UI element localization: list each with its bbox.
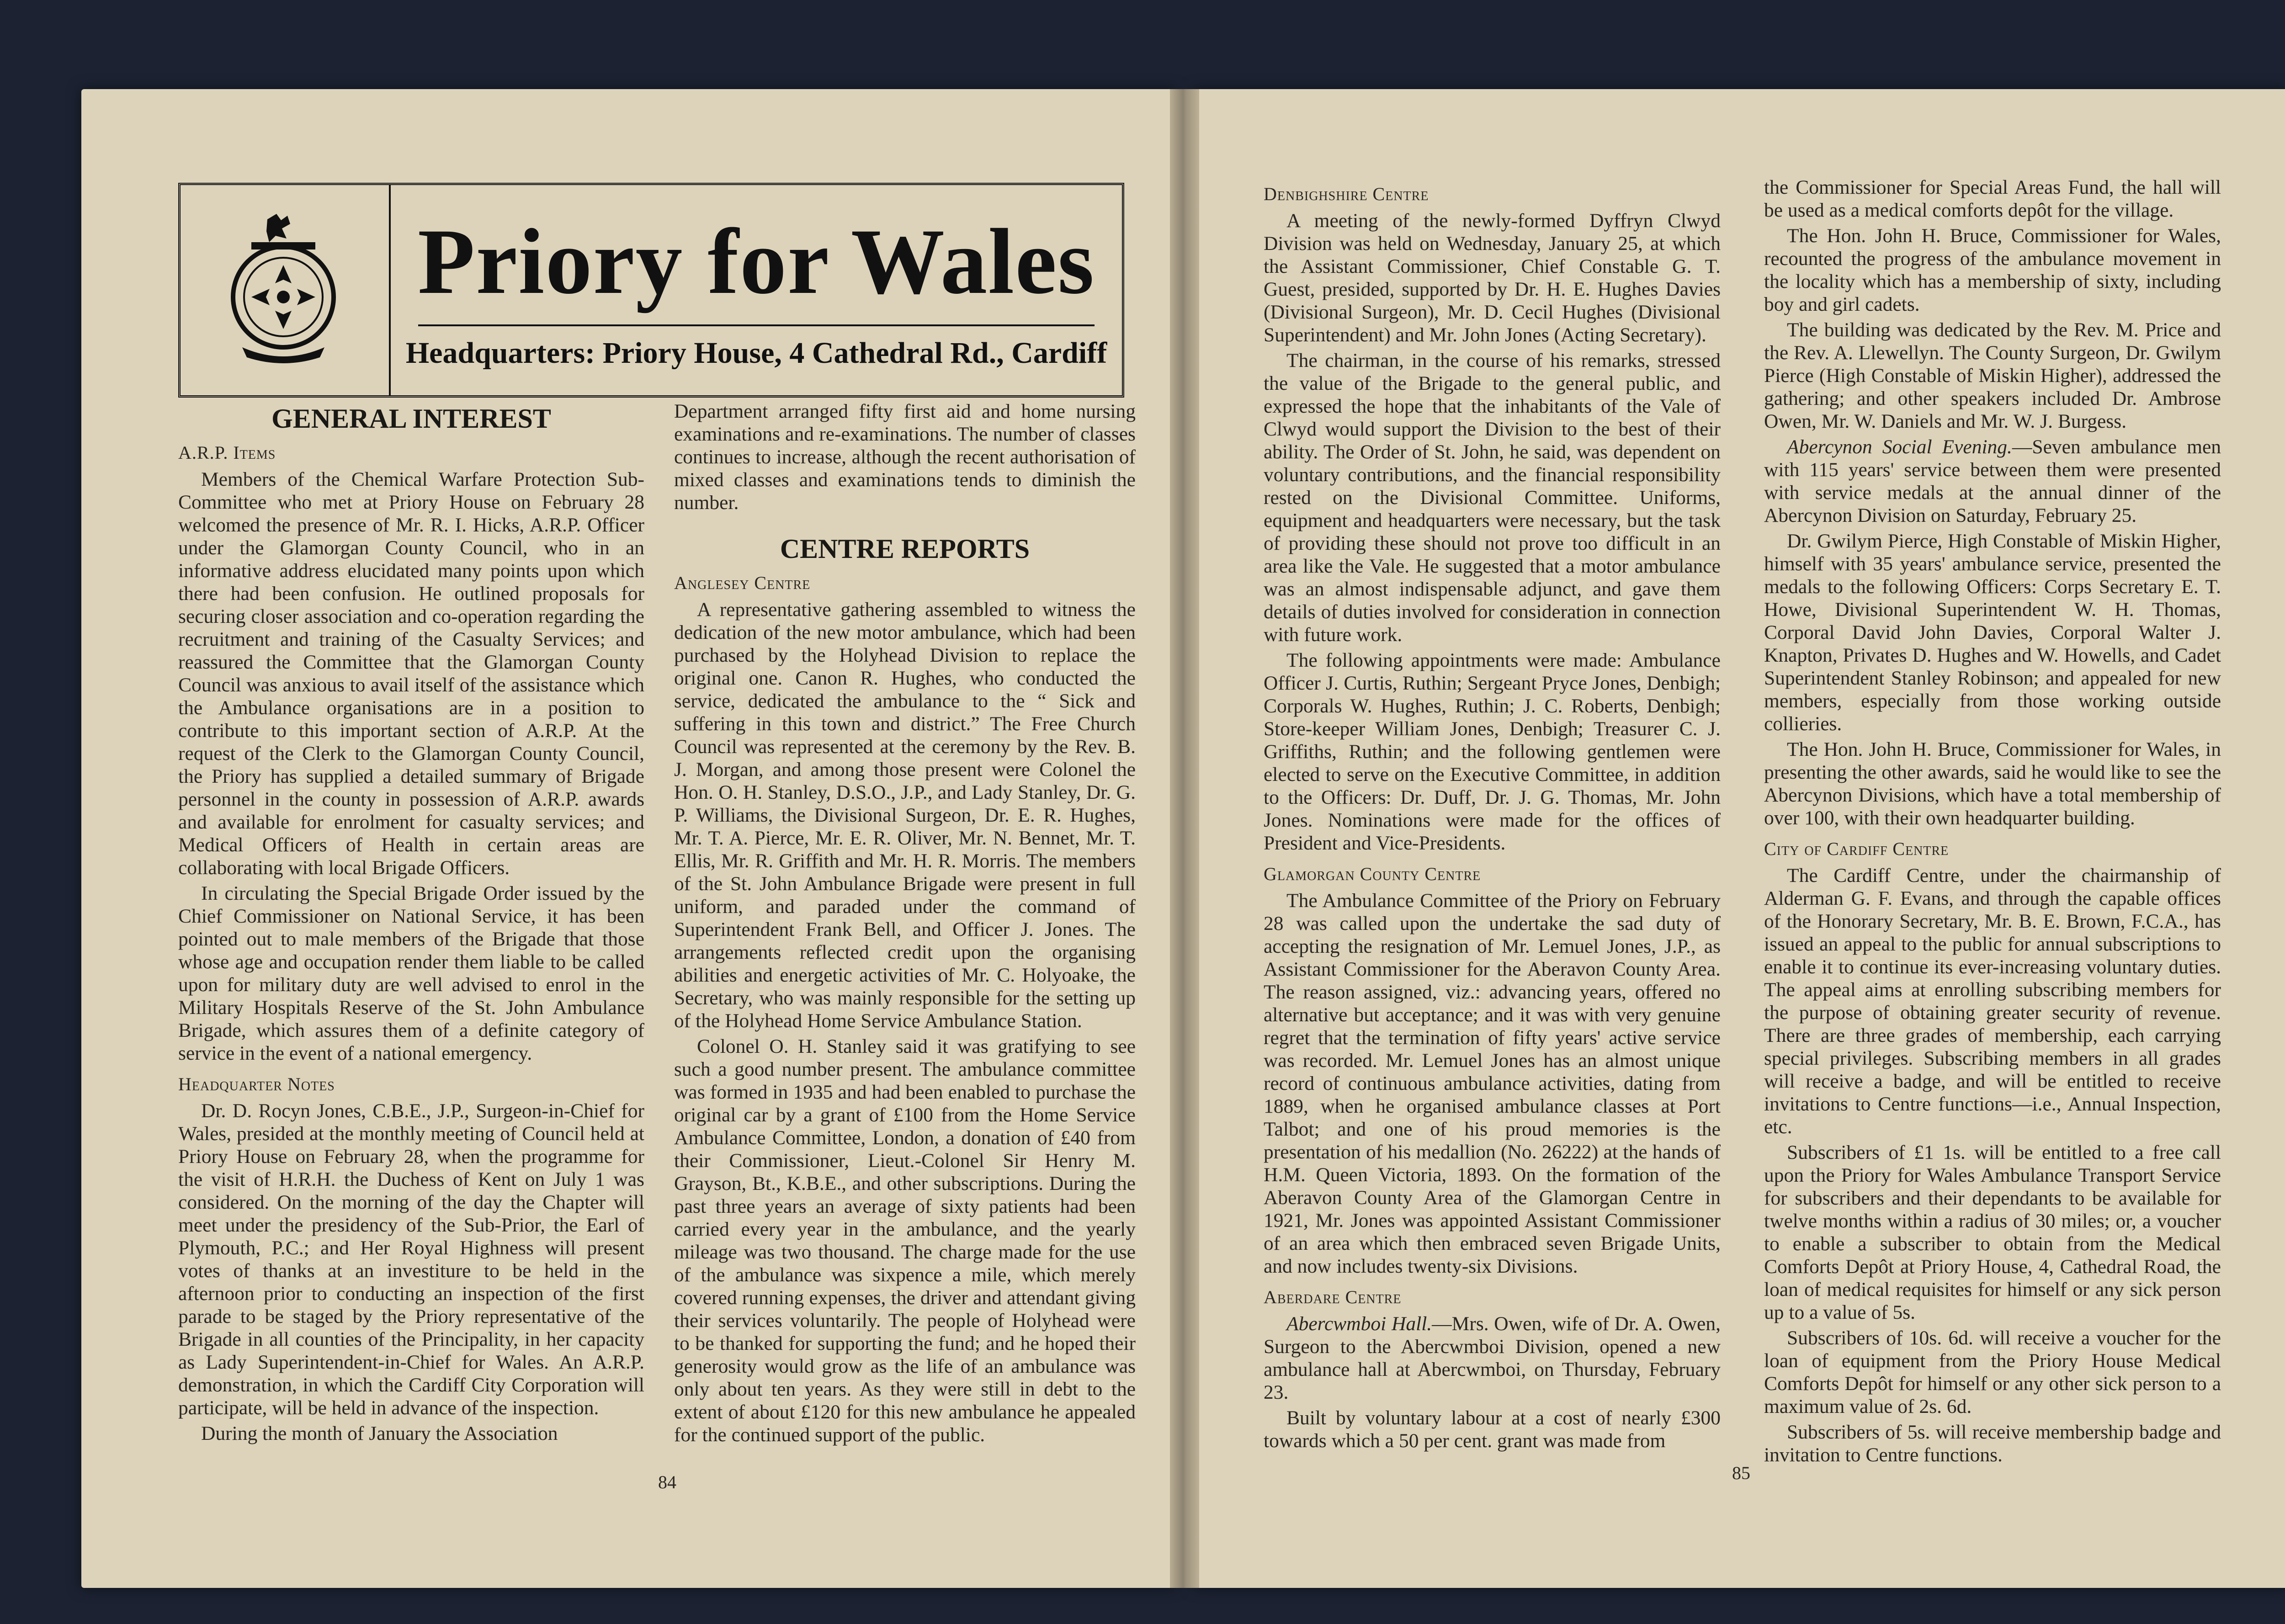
subsection-heading: City of Cardiff Centre [1764, 839, 1949, 859]
right-column-2 [1764, 176, 2221, 1469]
section-heading: GENERAL INTEREST [271, 403, 551, 434]
subsection-heading: Headquarter Notes [178, 1074, 335, 1094]
paragraph: A meeting of the newly-formed Dyffryn Clwyd Division was held on Wednesday, January 25, at which the Assistant Commissioner, Chief Constable G. T. Guest, presided, supported by Dr. H. E. Hughes Davies (Divisional Surgeon), Mr. D. Cecil Hughes (Divisional Superintendent) and Mr. John Jones (Acting Secretary). [1264, 210, 1721, 346]
paragraph [1764, 435, 2221, 527]
book-gutter [1170, 89, 1199, 1588]
paragraph: The following appointments were made: Ambulance Officer J. Curtis, Ruthin; Sergeant Pryce Jones, Denbigh; Corporals W. Hughes, Ruthin; J. C. Roberts, Denbigh; Store-keeper William Jones, Denbigh; Treasurer C. J. Griffiths, Ruthin; and the following gentlemen were elected to serve on the Executive Committee, in addition to the Officers: Dr. Duff, Dr. J. G. Thomas, Mr. John Jones. Nominations were made for the offices of President and Vice-Presidents. [1264, 649, 1721, 854]
paragraph: Department arranged fifty first aid and home nursing examinations and re-examinations. The number of classes continues to increase, although the recent authorisation of mixed classes and examinations tends to diminish the number. [674, 400, 1136, 514]
masthead-subtitle: Headquarters: Priory House, 4 Cathedral Rd., Cardiff [405, 336, 1107, 370]
paragraph: Subscribers of 5s. will receive membership badge and invitation to Centre functions. [1764, 1421, 2221, 1466]
paragraph: Dr. D. Rocyn Jones, C.B.E., J.P., Surgeon-in-Chief for Wales, presided at the monthly meeting of Council held at Priory House on February 28, when the programme for the visit of H.R.H. the Duchess of Kent on July 1 was considered. On the morning of the day the Chapter will meet under the presidency of the Sub-Prior, the Earl of Plymouth, P.C.; and Her Royal Highness will present votes of thanks at an investiture to be held in the afternoon prior to conducting an inspection of the first parade to be staged by the Priory representative of the Brigade in all counties of the Principality, in her capacity as Lady Superintendent-in-Chief for Wales. An A.R.P. demonstration, in which the Cardiff City Corporation will participate, will be held in advance of the inspection. [178, 1100, 644, 1419]
section-heading: CENTRE REPORTS [780, 534, 1030, 564]
paragraph: The Ambulance Committee of the Priory on February 28 was called upon the undertake the sad duty of accepting the resignation of Mr. Lemuel Jones, J.P., as Assistant Commissioner for the Aberavon County Area. The reason assigned, viz.: advancing years, offered no alternative but acceptance; and it was with very genuine regret that the termination of fifty years' active service was recorded. Mr. Lemuel Jones has an almost unique record of continuous ambulance activities, dating from 1889, when he organised ambulance classes at Port Talbot; and one of his proud memories is the presentation of his medallion (No. 26222) at the hands of H.M. Queen Victoria, 1893. On the formation of the Aberavon County Area of the Glamorgan Centre in 1921, Mr. Jones was appointed Assistant Commissioner of an area which then embraced seven Brigade Units, and now includes twenty-six Divisions. [1264, 890, 1721, 1277]
title-rule [418, 324, 1095, 326]
right-column-1 [1264, 183, 1721, 1455]
paragraph: During the month of January the Association [201, 1422, 558, 1444]
masthead [178, 183, 1124, 398]
page-number: 85 [1732, 1463, 1750, 1483]
italic-run: Abercynon Social Evening. [1787, 436, 2012, 458]
paragraph: Subscribers of £1 1s. will be entitled to a free call upon the Priory for Wales Ambulance Transport Service for subscribers and their dependants to be available for twelve months within a radius of 30 miles; or, a voucher to enable a subscriber to obtain from the Medical Comforts Depôt at Priory House, 4, Cathedral Road, the loan of medical requisites for himself or any sick person up to a value of 5s. [1764, 1141, 2221, 1323]
emblem-cell [181, 185, 391, 395]
st-john-badge-icon [224, 210, 343, 366]
paragraph [1264, 1312, 1721, 1404]
left-column-1 [178, 402, 644, 1448]
page-number: 84 [658, 1472, 676, 1492]
paragraph: Members of the Chemical Warfare Protection Sub-Committee who met at Priory House on February 28 welcomed the presence of Mr. R. I. Hicks, A.R.P. Officer under the Glamorgan County Council, who in an informative address elucidated many points upon which there had been confusion. He outlined proposals for securing closer association and co-operation regarding the recruitment and training of the Casualty Services; and reassured the Committee that the Glamorgan County Council was anxious to avail itself of the assistance which the Ambulance organisations are in a position to contribute to this important section of A.R.P. At the request of the Clerk to the Glamorgan County Council, the Priory has supplied a detailed summary of Brigade personnel in the county in possession of A.R.P. awards and available for enrolment for casualty services; and Medical Officers of Health in certain areas are collaborating with local Brigade Officers. [178, 468, 644, 879]
paragraph: Built by voluntary labour at a cost of nearly £300 towards which a 50 per cent. grant was made from [1264, 1407, 1721, 1452]
paragraph: the Commissioner for Special Areas Fund, the hall will be used as a medical comforts depôt for the village. [1764, 176, 2221, 221]
text-run: —Mrs. Owen, wife of Dr. A. Owen, Surgeon to the Abercwmboi Division, opened a new ambulance hall at Abercwmboi, on Thursday, February 23. [1264, 1313, 1721, 1403]
paragraph: The Hon. John H. Bruce, Commissioner for Wales, recounted the progress of the ambulance movement in the locality which has a membership of sixty, including boy and girl cadets. [1764, 225, 2221, 315]
masthead-title: Priory for Wales [418, 210, 1095, 313]
paragraph: In circulating the Special Brigade Order issued by the Chief Commissioner on National Service, it has been pointed out to male members of the Brigade that those whose age and occupation render them liable to be called upon for military duty are well advised to enrol in the Military Hospitals Reserve of the St. John Ambulance Brigade, which assures them of a definite category of service in the event of a national emergency. [178, 882, 644, 1064]
subsection-heading: Anglesey Centre [674, 573, 811, 593]
paragraph: Dr. Gwilym Pierce, High Constable of Miskin Higher, himself with 35 years' ambulance service, presented the medals to the following Officers: Corps Secretary E. T. Howe, Divisional Superintendent W. H. Thomas, Corporal David John Davies, Corporal Walter J. Knapton, Privates D. Hughes and W. Howells, and Cadet Superintendent Stanley Robinson; and appealed for new members, especially from those working outside collieries. [1764, 530, 2221, 735]
subsection-heading: A.R.P. Items [178, 442, 276, 463]
text-run: —Seven ambulance men with 115 years' service between them were presented with service medals at the annual dinner of the Abercynon Division on Saturday, February 25. [1764, 436, 2221, 526]
paragraph: The Cardiff Centre, under the chairmanship of Alderman G. F. Evans, and through the capable offices of the Honorary Secretary, Mr. B. E. Brown, F.C.A., has issued an appeal to the public for annual subscriptions to enable it to continue its ever-increasing voluntary duties. The appeal aims at enrolling subscribing members for the purpose of obtaining greater security of revenue. There are three grades of membership, each carrying special privileges. Subscribing members in all grades will receive a badge, and will be entitled to receive invitations to Centre functions—i.e., Annual Inspection, etc. [1764, 865, 2221, 1138]
paragraph: The building was dedicated by the Rev. M. Price and the Rev. A. Llewellyn. The County Surgeon, Dr. Gwilym Pierce (High Constable of Miskin Higher), addressed the gathering; and other speakers included Dr. Ambrose Owen, Mr. W. Daniels and Mr. W. J. Burgess. [1764, 319, 2221, 432]
subsection-heading: Glamorgan County Centre [1264, 864, 1481, 884]
left-column-2 [674, 400, 1136, 1449]
paragraph: A representative gathering assembled to witness the dedication of the new motor ambulance, which had been purchased by the Holyhead Division to replace the original one. Canon R. Hughes, who conducted the service, dedicated the ambulance to the “ Sick and suffering in this town and district.” The Free Church Council was represented at the ceremony by the Rev. B. J. Morgan, and among those present were Colonel the Hon. O. H. Stanley, D.S.O., J.P., and Lady Stanley, Dr. G. P. Williams, the Divisional Surgeon, Dr. E. R. Hughes, Mr. T. A. Pierce, Mr. E. R. Oliver, Mr. N. Bennet, Mr. T. Ellis, Mr. R. Griffith and Mr. H. R. Morris. The members of the St. John Ambulance Brigade were present in full uniform, and paraded under the command of Superintendent Frank Bell, and Officer J. Jones. The arrangements reflected credit upon the organising abilities and energetic activities of Mr. C. Holyoake, the Secretary, who was mainly responsible for the setting up of the Holyhead Home Service Ambulance Station. [674, 599, 1136, 1032]
subsection-heading: Denbighshire Centre [1264, 184, 1429, 204]
subsection-heading: Aberdare Centre [1264, 1287, 1402, 1307]
paragraph: The chairman, in the course of his remarks, stressed the value of the Brigade to the general public, and expressed the hope that the inhabitants of the Vale of Clwyd would support the Division to the best of their ability. The Order of St. John, he said, was dependent on voluntary contributions, and the financial responsibility rested on the Divisional Committee. Uniforms, equipment and headquarters were necessary, but the task of providing these should not prove too difficult in an area like the Vale. He suggested that a motor ambulance was an almost indispensable adjunct, and gave them details of duties involved for consideration in connection with future work. [1264, 350, 1721, 646]
paragraph: Subscribers of 10s. 6d. will receive a voucher for the loan of equipment from the Priory House Medical Comforts Depôt for himself or any other sick person to a maximum value of 2s. 6d. [1764, 1327, 2221, 1417]
paragraph: The Hon. John H. Bruce, Commissioner for Wales, in presenting the other awards, said he would like to see the Abercynon Divisions, which have a total membership of over 100, with their own headquarter building. [1764, 738, 2221, 829]
italic-run: Abercwmboi Hall. [1286, 1313, 1432, 1335]
paragraph: Colonel O. H. Stanley said it was gratifying to see such a good number present. The ambulance committee was formed in 1935 and had been enabled to purchase the original car by a grant of £100 from the Home Service Ambulance Committee, London, a donation of £40 from their Commissioner, Lieut.-Colonel Sir Henry M. Grayson, Bt., K.B.E., and other subscriptions. During the past three years an average of sixty patients had been carried every year in the ambulance, and the yearly mileage was two thousand. The charge made for the use of the ambulance was sixpence a mile, which merely covered running expenses, the driver and attendant giving their services voluntarily. The people of Holyhead were to be thanked for supporting the fund; and he hoped their generosity would grow as the life of an ambulance was only about ten years. As they were still in debt to the extent of about £120 for this new ambulance he appealed for the continued support of the public. [674, 1035, 1136, 1446]
